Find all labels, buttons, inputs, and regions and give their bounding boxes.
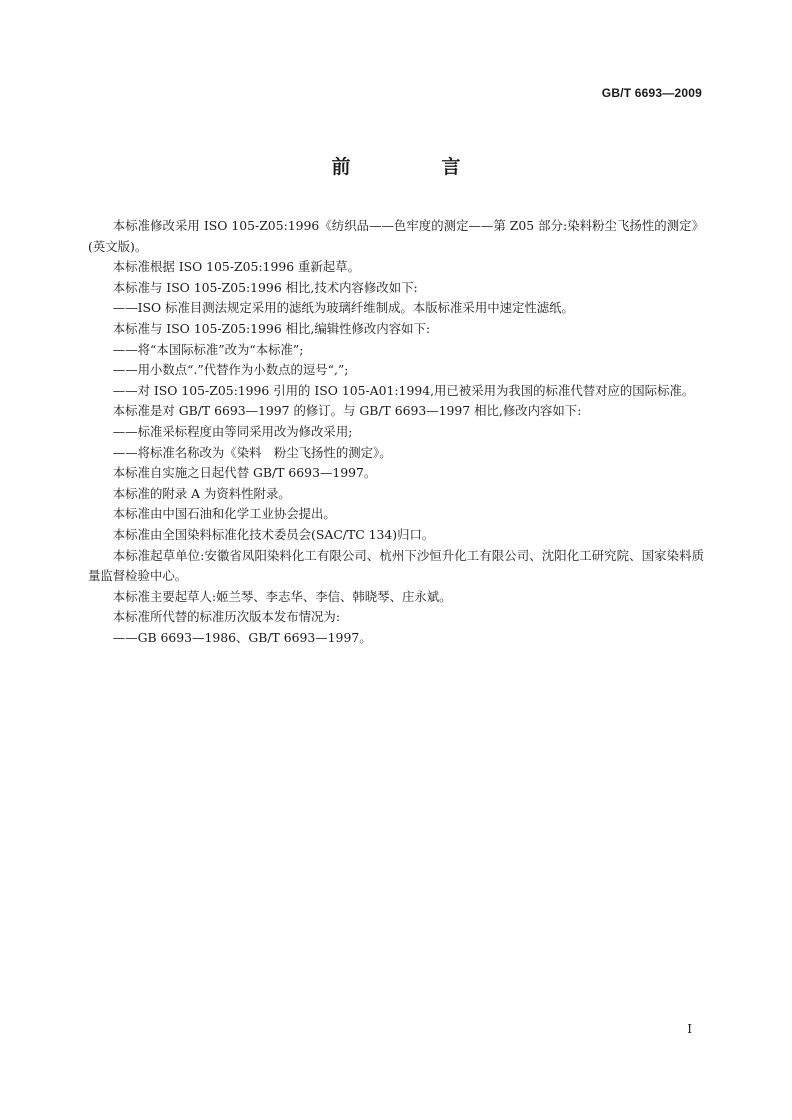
paragraph: 本标准由中国石油和化学工业协会提出。 [112, 506, 336, 522]
paragraph: 本标准根据 ISO 105-Z05:1996 重新起草。 [112, 259, 360, 275]
paragraph: 本标准的附录 A 为资料性附录。 [112, 485, 291, 501]
list-item: ——将“本国际标准”改为“本标准”; [112, 341, 304, 357]
standard-code: GB/T 6693—2009 [601, 86, 702, 100]
paragraph: 本标准是对 GB/T 6693—1997 的修订。与 GB/T 6693—1997 相比,修改内容如下: [112, 403, 582, 419]
paragraph: 本标准与 ISO 105-Z05:1996 相比,编辑性修改内容如下: [112, 320, 431, 336]
list-item: ——对 ISO 105-Z05:1996 引用的 ISO 105-A01:1994,用已被采用为我国的标准代替对应的国际标准。 [112, 382, 695, 398]
list-item: ——标准采标程度由等同采用改为修改采用; [112, 423, 353, 439]
paragraph: 本标准修改采用 ISO 105-Z05:1996《纺织品——色牢度的测定——第 Z05 部分:染料粉尘飞扬性的测定》(英文版)。 [88, 218, 704, 254]
paragraph: 本标准主要起草人:姬兰琴、李志华、李信、韩晓琴、庄永斌。 [112, 588, 452, 604]
list-item: ——ISO 标准目测法规定采用的滤纸为玻璃纤维制成。本版标准采用中速定性滤纸。 [112, 300, 574, 316]
page-number: I [687, 1022, 692, 1036]
foreword-body [88, 216, 704, 648]
list-item: ——用小数点“.”代替作为小数点的逗号“,”; [112, 362, 349, 378]
list-item: ——将标准名称改为《染料 粉尘飞扬性的测定》。 [112, 444, 392, 460]
paragraph: 本标准自实施之日起代替 GB/T 6693—1997。 [112, 465, 377, 481]
paragraph: 本标准起草单位:安徽省凤阳染料化工有限公司、杭州下沙恒升化工有限公司、沈阳化工研究院、国家染料质量监督检验中心。 [88, 547, 704, 584]
list-item: ——GB 6693—1986、GB/T 6693—1997。 [112, 629, 372, 645]
paragraph: 本标准由全国染料标准化技术委员会(SAC/TC 134)归口。 [112, 526, 435, 542]
paragraph: 本标准所代替的标准历次版本发布情况为: [112, 609, 341, 625]
paragraph: 本标准与 ISO 105-Z05:1996 相比,技术内容修改如下: [112, 279, 418, 295]
page-title: 前 言 [331, 156, 497, 178]
